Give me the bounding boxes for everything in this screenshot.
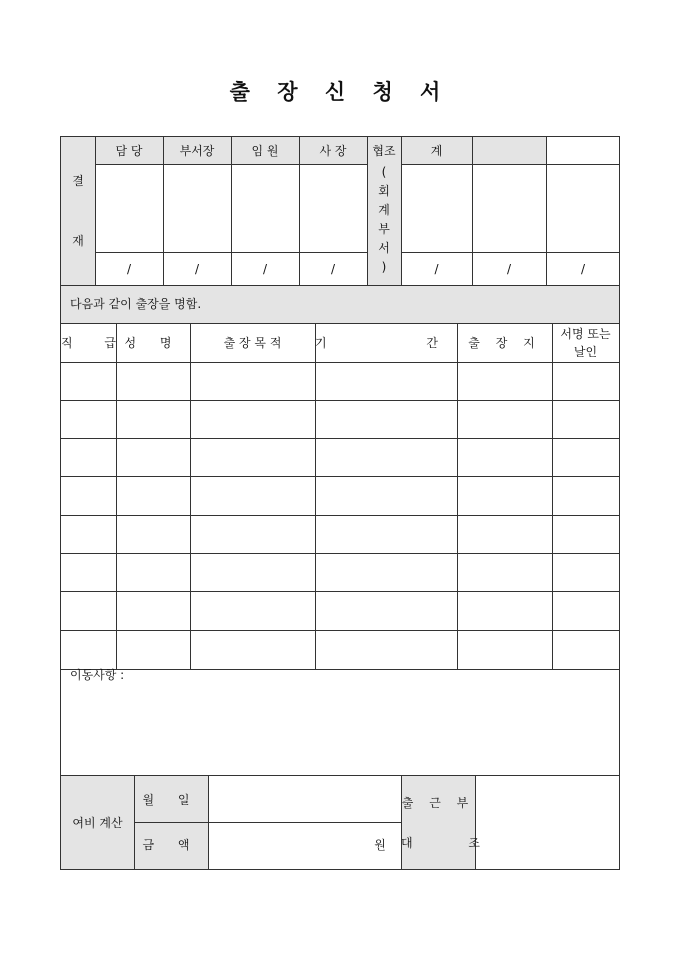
col-name: 성 명 xyxy=(124,336,182,350)
expense-date-label: 월 일 xyxy=(142,793,200,807)
notice-text: 다음과 같이 출장을 명함. xyxy=(70,297,202,311)
attendance-cell xyxy=(401,776,506,869)
expense-label: 여비 계산 xyxy=(72,816,123,830)
coop-note: 부 xyxy=(378,222,390,236)
col-signature-line2: 날인 xyxy=(573,345,598,359)
header-accounting: 계 xyxy=(430,144,443,158)
col-destination: 출 장 지 xyxy=(468,336,541,350)
coop-note: ) xyxy=(381,260,387,274)
coop-note: 회 xyxy=(378,184,390,198)
coop-note: ( xyxy=(381,165,387,179)
coop-note: 계 xyxy=(378,203,390,217)
approval-side-label: 재 xyxy=(72,234,84,248)
header-manager: 담 당 xyxy=(115,144,143,158)
header-dept-head: 부서장 xyxy=(179,144,215,158)
col-period: 기 간 xyxy=(315,336,486,350)
col-purpose: 출 장 목 적 xyxy=(223,336,282,350)
header-executive: 임 원 xyxy=(251,144,279,158)
date-slash: / xyxy=(580,262,586,276)
check-label: 대 조 xyxy=(401,836,506,850)
attendance-label: 출 근 부 xyxy=(401,796,475,810)
date-slash: / xyxy=(330,262,336,276)
changes-section xyxy=(60,669,620,776)
date-slash: / xyxy=(434,262,439,276)
changes-label: 이동사항 : xyxy=(70,668,125,682)
col-signature-line1: 서명 또는 xyxy=(560,327,611,341)
date-slash: / xyxy=(194,262,200,276)
date-slash: / xyxy=(262,262,268,276)
col-rank: 직 급 xyxy=(61,336,130,350)
header-president: 사 장 xyxy=(319,144,347,158)
document-title: 출 장 신 청 서 xyxy=(229,79,451,104)
coop-note: 서 xyxy=(378,241,390,255)
date-slash: / xyxy=(126,262,132,276)
approval-side-cell xyxy=(61,137,95,285)
expense-amount-label: 금 액 xyxy=(142,838,200,852)
date-slash: / xyxy=(506,262,512,276)
header-cooperation: 협조 xyxy=(372,144,396,158)
approval-side-label: 결 xyxy=(72,174,84,188)
amount-unit: 원 xyxy=(374,838,386,852)
trip-table xyxy=(60,323,620,670)
